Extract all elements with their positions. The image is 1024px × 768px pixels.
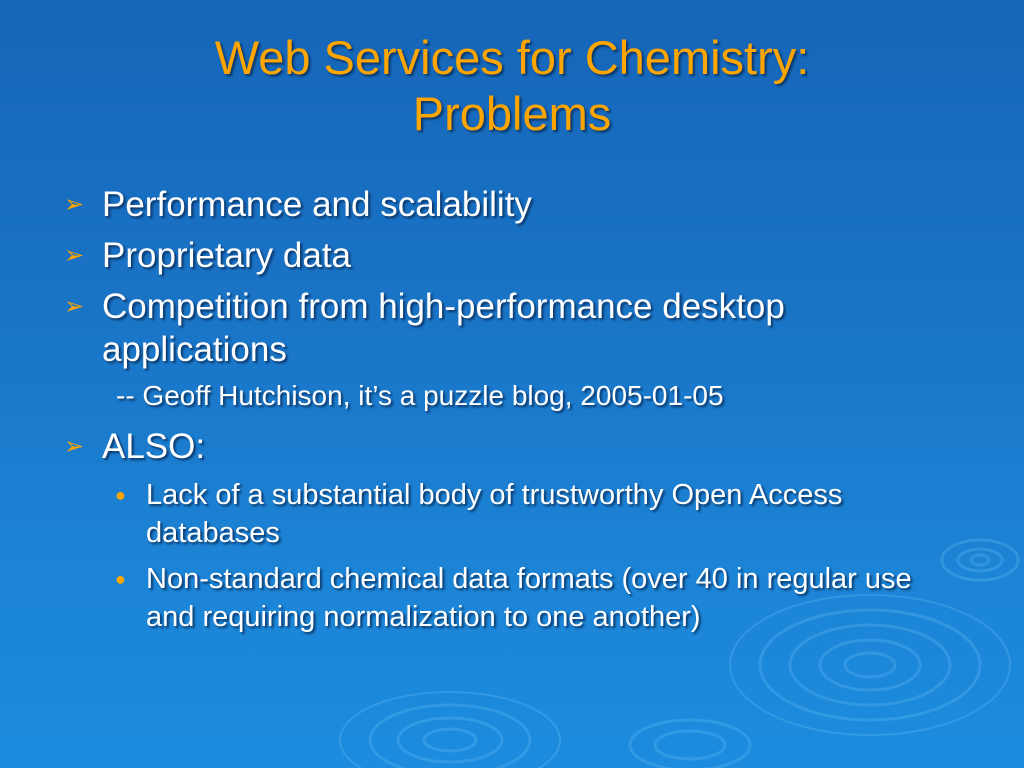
bullet-item: [60, 234, 960, 277]
slide-title: [0, 30, 1024, 142]
title-line-2: Problems: [412, 87, 612, 140]
sub-bullet-item: [60, 476, 960, 552]
bullet-text: Competition from high-performance desktop applications: [102, 287, 785, 369]
arrow-bullet-icon: ➢: [64, 433, 85, 460]
bullet-text: ALSO:: [102, 427, 206, 466]
dot-bullet-icon: ●: [115, 485, 126, 505]
bullet-text: Performance and scalability: [102, 185, 532, 224]
arrow-bullet-icon: ➢: [64, 191, 85, 218]
quote-attribution: -- Geoff Hutchison, it’s a puzzle blog, 2005-01-05: [116, 380, 724, 411]
bullet-text: Proprietary data: [102, 236, 352, 275]
dot-bullet-icon: ●: [115, 569, 126, 589]
bullet-item: [60, 183, 960, 226]
sub-bullet-text: Lack of a substantial body of trustworthy Open Access databases: [146, 479, 843, 549]
bullet-item-also: [60, 425, 960, 468]
title-line-1: Web Services for Chemistry:: [214, 31, 810, 84]
bullet-item: [60, 285, 960, 371]
arrow-bullet-icon: ➢: [64, 242, 85, 269]
sub-bullet-text: Non-standard chemical data formats (over 40 in regular use and requiring normalization to one another): [146, 563, 912, 633]
slide-body: [60, 183, 960, 644]
sub-bullet-item: [60, 560, 960, 636]
arrow-bullet-icon: ➢: [64, 293, 85, 320]
